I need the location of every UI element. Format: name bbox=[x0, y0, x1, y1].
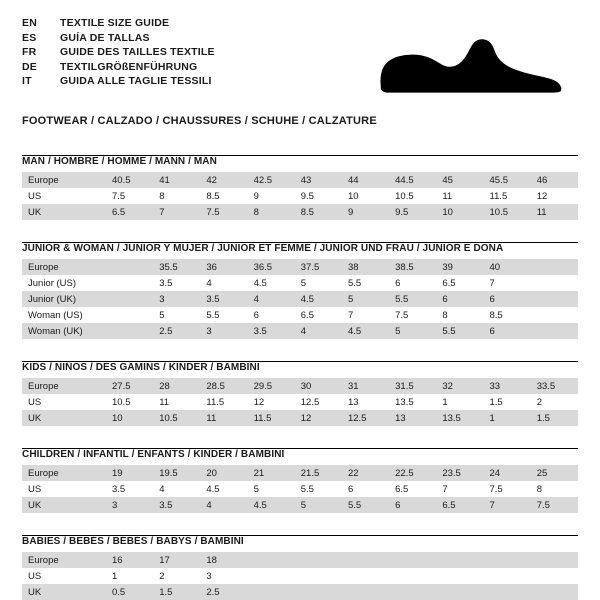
size-cell: 8 bbox=[436, 307, 483, 323]
size-cell: 7.5 bbox=[389, 307, 436, 323]
size-cell: 5 bbox=[295, 497, 342, 513]
row-label: Woman (US) bbox=[22, 307, 106, 323]
size-cell: 5.5 bbox=[342, 497, 389, 513]
language-code: ES bbox=[22, 31, 37, 44]
size-cell: 5.5 bbox=[200, 307, 247, 323]
size-cell: 5.5 bbox=[436, 323, 483, 339]
language-title: GUIDA ALLE TAGLIE TESSILI bbox=[60, 75, 212, 87]
language-title: GUIDE DES TAILLES TEXTILE bbox=[60, 46, 215, 58]
language-title: TEXTILE SIZE GUIDE bbox=[60, 17, 170, 29]
size-cell bbox=[106, 275, 153, 291]
table-row bbox=[22, 275, 578, 291]
language-code: IT bbox=[22, 75, 32, 87]
size-cell: 4.5 bbox=[248, 275, 295, 291]
size-cell: 3.5 bbox=[153, 275, 200, 291]
size-cell: 29.5 bbox=[248, 378, 295, 394]
size-cell: 13.5 bbox=[389, 394, 436, 410]
size-cell: 10.5 bbox=[153, 410, 200, 426]
language-title: TEXTILGRÖßENFÜHRUNG bbox=[60, 60, 198, 73]
size-cell: 12.5 bbox=[342, 410, 389, 426]
size-cell: 4 bbox=[153, 481, 200, 497]
language-row bbox=[22, 62, 215, 77]
language-title: GUÍA DE TALLAS bbox=[60, 31, 150, 44]
size-cell: 6 bbox=[342, 481, 389, 497]
size-cell bbox=[531, 568, 578, 584]
size-table bbox=[22, 552, 578, 600]
size-cell: 10.5 bbox=[389, 188, 436, 204]
size-cell bbox=[531, 275, 578, 291]
size-cell: 36.5 bbox=[248, 259, 295, 275]
section-title: KIDS / NIÑOS / DES GAMINS / KINDER / BAMBINI bbox=[22, 362, 260, 373]
size-cell: 4 bbox=[248, 291, 295, 307]
size-cell bbox=[531, 584, 578, 600]
row-label: Europe bbox=[22, 172, 106, 188]
size-cell: 18 bbox=[200, 552, 247, 568]
table-row bbox=[22, 568, 578, 584]
size-cell bbox=[106, 307, 153, 323]
size-cell: 38 bbox=[342, 259, 389, 275]
size-cell: 23.5 bbox=[436, 465, 483, 481]
size-cell: 1 bbox=[484, 410, 531, 426]
row-label: Junior (UK) bbox=[22, 291, 106, 307]
size-cell: 45.5 bbox=[484, 172, 531, 188]
size-cell: 43 bbox=[295, 172, 342, 188]
section-title: CHILDREN / INFANTIL / ENFANTS / KINDER / BAMBINI bbox=[22, 449, 285, 460]
size-cell: 7 bbox=[153, 204, 200, 220]
size-cell bbox=[389, 568, 436, 584]
size-cell: 35.5 bbox=[153, 259, 200, 275]
size-cell bbox=[342, 584, 389, 600]
size-section bbox=[22, 535, 578, 600]
size-cell: 4.5 bbox=[200, 481, 247, 497]
size-cell: 24 bbox=[484, 465, 531, 481]
size-section bbox=[22, 242, 578, 339]
size-cell bbox=[342, 552, 389, 568]
row-label: Europe bbox=[22, 465, 106, 481]
row-label: UK bbox=[22, 584, 106, 600]
size-cell: 4 bbox=[295, 323, 342, 339]
size-cell: 44 bbox=[342, 172, 389, 188]
size-cell bbox=[484, 552, 531, 568]
size-cell: 4 bbox=[200, 497, 247, 513]
size-cell bbox=[342, 568, 389, 584]
size-cell: 7 bbox=[484, 497, 531, 513]
size-cell: 4.5 bbox=[248, 497, 295, 513]
row-label: UK bbox=[22, 410, 106, 426]
size-cell: 7.5 bbox=[531, 497, 578, 513]
size-cell bbox=[106, 323, 153, 339]
size-cell: 3.5 bbox=[106, 481, 153, 497]
size-cell: 2.5 bbox=[153, 323, 200, 339]
size-cell: 2 bbox=[531, 394, 578, 410]
size-cell: 22 bbox=[342, 465, 389, 481]
size-cell: 8.5 bbox=[200, 188, 247, 204]
size-cell: 11 bbox=[436, 188, 483, 204]
table-row bbox=[22, 188, 578, 204]
size-cell: 33.5 bbox=[531, 378, 578, 394]
size-cell bbox=[389, 552, 436, 568]
size-cell: 11 bbox=[531, 204, 578, 220]
size-cell: 6 bbox=[248, 307, 295, 323]
table-row bbox=[22, 465, 578, 481]
size-cell bbox=[531, 552, 578, 568]
size-cell: 10 bbox=[106, 410, 153, 426]
size-cell: 9.5 bbox=[295, 188, 342, 204]
size-cell: 8 bbox=[531, 481, 578, 497]
size-cell: 21.5 bbox=[295, 465, 342, 481]
size-cell: 10.5 bbox=[484, 204, 531, 220]
size-cell: 40.5 bbox=[106, 172, 153, 188]
size-cell: 4.5 bbox=[342, 323, 389, 339]
size-cell: 41 bbox=[153, 172, 200, 188]
size-cell: 2 bbox=[153, 568, 200, 584]
size-cell: 11.5 bbox=[200, 394, 247, 410]
size-cell: 32 bbox=[436, 378, 483, 394]
size-cell: 33 bbox=[484, 378, 531, 394]
size-cell: 11.5 bbox=[248, 410, 295, 426]
size-cell: 5.5 bbox=[342, 275, 389, 291]
language-row bbox=[22, 33, 215, 48]
size-section bbox=[22, 155, 578, 220]
table-row bbox=[22, 307, 578, 323]
size-cell: 17 bbox=[153, 552, 200, 568]
size-cell bbox=[248, 568, 295, 584]
size-cell: 6 bbox=[484, 291, 531, 307]
category-line: FOOTWEAR / CALZADO / CHAUSSURES / SCHUHE / CALZATURE bbox=[22, 115, 377, 127]
size-cell: 6.5 bbox=[389, 481, 436, 497]
size-cell: 7 bbox=[342, 307, 389, 323]
sections-container bbox=[22, 155, 578, 600]
size-cell: 7 bbox=[436, 481, 483, 497]
size-cell: 9.5 bbox=[389, 204, 436, 220]
size-cell: 3 bbox=[153, 291, 200, 307]
size-cell: 5.5 bbox=[295, 481, 342, 497]
size-cell: 6 bbox=[389, 497, 436, 513]
size-cell bbox=[436, 552, 483, 568]
size-cell: 8 bbox=[248, 204, 295, 220]
size-cell: 6.5 bbox=[436, 497, 483, 513]
language-row bbox=[22, 47, 215, 62]
row-label: US bbox=[22, 188, 106, 204]
size-cell: 45 bbox=[436, 172, 483, 188]
table-row bbox=[22, 584, 578, 600]
size-cell: 8.5 bbox=[295, 204, 342, 220]
size-cell: 16 bbox=[106, 552, 153, 568]
size-cell: 22.5 bbox=[389, 465, 436, 481]
size-cell: 1.5 bbox=[484, 394, 531, 410]
size-cell: 42.5 bbox=[248, 172, 295, 188]
size-cell bbox=[436, 584, 483, 600]
size-cell: 28.5 bbox=[200, 378, 247, 394]
size-cell: 8.5 bbox=[484, 307, 531, 323]
table-row bbox=[22, 552, 578, 568]
size-cell: 6 bbox=[436, 291, 483, 307]
row-label: US bbox=[22, 394, 106, 410]
size-cell: 0.5 bbox=[106, 584, 153, 600]
size-cell: 30 bbox=[295, 378, 342, 394]
size-cell: 40 bbox=[484, 259, 531, 275]
size-cell: 9 bbox=[248, 188, 295, 204]
size-cell: 6.5 bbox=[106, 204, 153, 220]
size-cell: 13.5 bbox=[436, 410, 483, 426]
dress-shoe-icon bbox=[370, 28, 570, 106]
size-cell: 6 bbox=[389, 275, 436, 291]
size-cell: 6.5 bbox=[436, 275, 483, 291]
size-cell bbox=[106, 259, 153, 275]
size-cell: 42 bbox=[200, 172, 247, 188]
size-cell: 28 bbox=[153, 378, 200, 394]
table-row bbox=[22, 323, 578, 339]
size-cell: 4.5 bbox=[295, 291, 342, 307]
language-code: EN bbox=[22, 17, 37, 29]
size-cell bbox=[484, 568, 531, 584]
size-cell: 5 bbox=[248, 481, 295, 497]
size-cell: 5.5 bbox=[389, 291, 436, 307]
size-cell bbox=[248, 584, 295, 600]
size-cell: 38.5 bbox=[389, 259, 436, 275]
row-label: UK bbox=[22, 497, 106, 513]
size-cell: 3 bbox=[200, 568, 247, 584]
size-cell: 7.5 bbox=[484, 481, 531, 497]
size-cell: 4 bbox=[200, 275, 247, 291]
size-cell: 7.5 bbox=[106, 188, 153, 204]
size-cell bbox=[436, 568, 483, 584]
size-cell: 5 bbox=[342, 291, 389, 307]
size-cell: 27.5 bbox=[106, 378, 153, 394]
size-cell: 6 bbox=[484, 323, 531, 339]
size-cell: 10 bbox=[342, 188, 389, 204]
row-label: Junior (US) bbox=[22, 275, 106, 291]
table-row bbox=[22, 204, 578, 220]
language-code: FR bbox=[22, 46, 37, 58]
row-label: UK bbox=[22, 204, 106, 220]
size-cell: 37.5 bbox=[295, 259, 342, 275]
size-cell: 13 bbox=[342, 394, 389, 410]
size-cell bbox=[531, 291, 578, 307]
table-row bbox=[22, 259, 578, 275]
language-titles bbox=[22, 18, 215, 91]
section-title: MAN / HOMBRE / HOMME / MANN / MAN bbox=[22, 156, 217, 167]
size-cell bbox=[484, 584, 531, 600]
size-table bbox=[22, 259, 578, 339]
size-section bbox=[22, 448, 578, 513]
size-cell: 20 bbox=[200, 465, 247, 481]
row-label: Europe bbox=[22, 552, 106, 568]
size-cell: 46 bbox=[531, 172, 578, 188]
size-cell: 3 bbox=[200, 323, 247, 339]
header bbox=[22, 18, 578, 106]
size-cell: 11 bbox=[200, 410, 247, 426]
size-cell: 11.5 bbox=[484, 188, 531, 204]
size-cell: 10.5 bbox=[106, 394, 153, 410]
size-cell bbox=[531, 259, 578, 275]
size-table bbox=[22, 172, 578, 220]
size-cell: 19.5 bbox=[153, 465, 200, 481]
size-cell: 5 bbox=[389, 323, 436, 339]
size-cell: 1.5 bbox=[531, 410, 578, 426]
table-row bbox=[22, 172, 578, 188]
table-row bbox=[22, 481, 578, 497]
size-cell: 7.5 bbox=[200, 204, 247, 220]
section-title: JUNIOR & WOMAN / JUNIOR Y MUJER / JUNIOR ET FEMME / JUNIOR UND FRAU / JUNIOR E DONA bbox=[22, 243, 504, 254]
row-label: US bbox=[22, 568, 106, 584]
size-cell bbox=[248, 552, 295, 568]
size-cell: 13 bbox=[389, 410, 436, 426]
size-cell: 31.5 bbox=[389, 378, 436, 394]
section-title: BABIES / BEBÉS / BÉBÉS / BABYS / BAMBINI bbox=[22, 536, 244, 547]
size-cell: 3.5 bbox=[248, 323, 295, 339]
size-section bbox=[22, 361, 578, 426]
size-cell: 21 bbox=[248, 465, 295, 481]
table-row bbox=[22, 291, 578, 307]
size-cell: 5 bbox=[153, 307, 200, 323]
size-cell: 3.5 bbox=[153, 497, 200, 513]
size-cell: 6.5 bbox=[295, 307, 342, 323]
size-cell: 1.5 bbox=[153, 584, 200, 600]
size-cell: 11 bbox=[153, 394, 200, 410]
size-cell: 39 bbox=[436, 259, 483, 275]
row-label: Europe bbox=[22, 378, 106, 394]
size-cell: 9 bbox=[342, 204, 389, 220]
size-cell bbox=[531, 323, 578, 339]
size-cell bbox=[106, 291, 153, 307]
size-cell bbox=[531, 307, 578, 323]
size-cell: 3.5 bbox=[200, 291, 247, 307]
language-code: DE bbox=[22, 60, 37, 73]
table-row bbox=[22, 378, 578, 394]
size-cell: 25 bbox=[531, 465, 578, 481]
size-cell: 3 bbox=[106, 497, 153, 513]
language-row bbox=[22, 18, 215, 33]
size-cell: 1 bbox=[106, 568, 153, 584]
size-cell bbox=[295, 584, 342, 600]
size-cell bbox=[389, 584, 436, 600]
table-row bbox=[22, 497, 578, 513]
size-cell: 36 bbox=[200, 259, 247, 275]
size-cell: 19 bbox=[106, 465, 153, 481]
language-row bbox=[22, 76, 215, 91]
size-cell: 12 bbox=[295, 410, 342, 426]
row-label: Woman (UK) bbox=[22, 323, 106, 339]
size-cell: 7 bbox=[484, 275, 531, 291]
size-table bbox=[22, 465, 578, 513]
size-cell: 12 bbox=[531, 188, 578, 204]
size-table bbox=[22, 378, 578, 426]
size-cell: 10 bbox=[436, 204, 483, 220]
size-cell: 5 bbox=[295, 275, 342, 291]
size-cell: 12.5 bbox=[295, 394, 342, 410]
size-cell bbox=[295, 568, 342, 584]
row-label: US bbox=[22, 481, 106, 497]
size-cell: 12 bbox=[248, 394, 295, 410]
table-row bbox=[22, 394, 578, 410]
size-cell bbox=[295, 552, 342, 568]
size-cell: 44.5 bbox=[389, 172, 436, 188]
size-cell: 2.5 bbox=[200, 584, 247, 600]
size-cell: 1 bbox=[436, 394, 483, 410]
size-cell: 31 bbox=[342, 378, 389, 394]
row-label: Europe bbox=[22, 259, 106, 275]
size-cell: 8 bbox=[153, 188, 200, 204]
table-row bbox=[22, 410, 578, 426]
